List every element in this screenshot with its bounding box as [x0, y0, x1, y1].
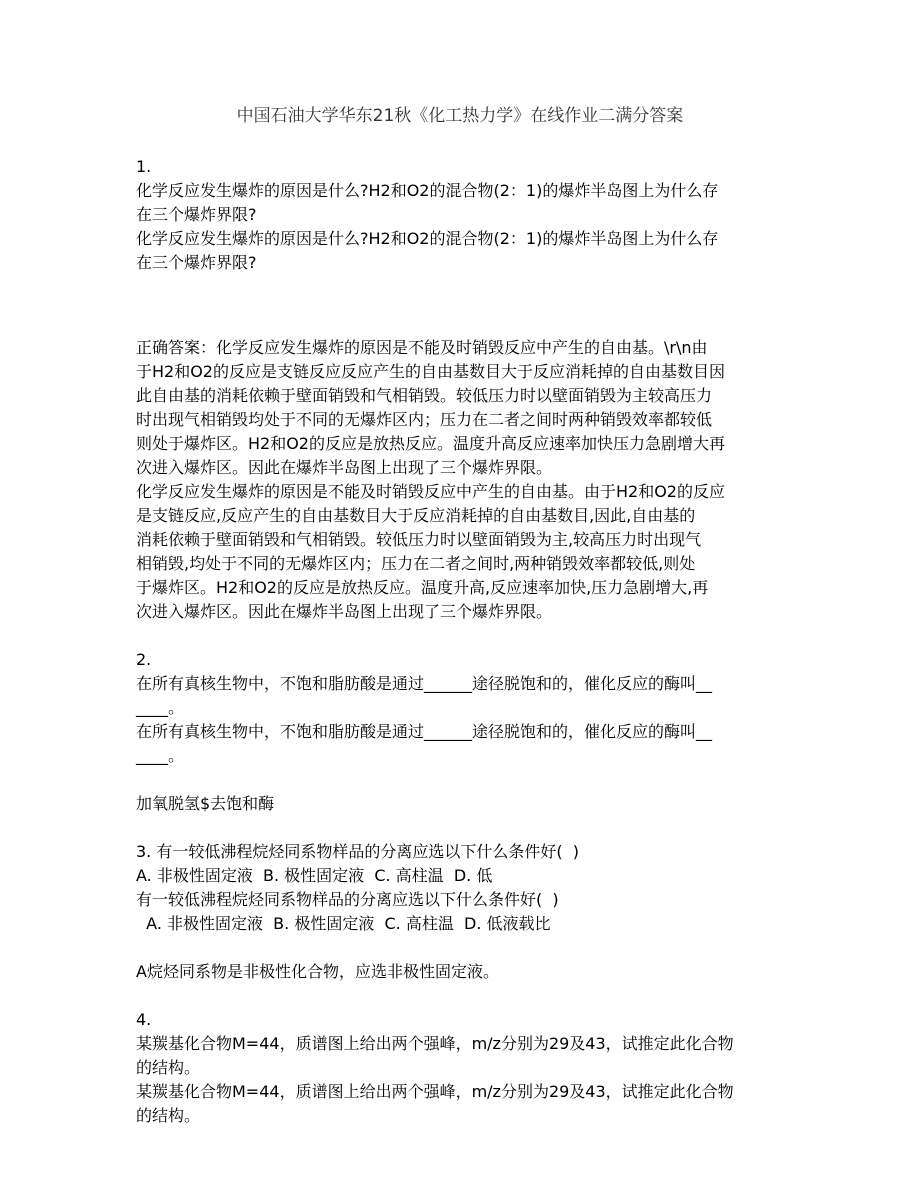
- question-prompt-line: 在三个爆炸界限?: [136, 205, 257, 224]
- answer-line: 化学反应发生爆炸的原因是不能及时销毁反应中产生的自由基。由于H2和O2的反应: [136, 482, 725, 501]
- answer-line: 是支链反应,反应产生的自由基数目大于反应消耗掉的自由基数目,因此,自由基的: [136, 506, 696, 525]
- question-prompt-line: A. 非极性固定液 B. 极性固定液 C. 高柱温 D. 低液载比: [136, 914, 551, 933]
- spacer: [136, 624, 786, 648]
- question-prompt-line: 的结构。: [136, 1106, 201, 1125]
- spacer: [136, 816, 786, 840]
- question-1: [136, 155, 786, 624]
- spacer: [136, 984, 786, 1008]
- answer-line: 次进入爆炸区。因此在爆炸半岛图上出现了三个爆炸界限。: [136, 602, 553, 621]
- answer-line: 相销毁,均处于不同的无爆炸区内；压力在二者之间时,两种销毁效率都较低,则处: [136, 554, 696, 573]
- answer-line: 此自由基的消耗依赖于壁面销毁和气相销毁。较低压力时以壁面销毁为主较高压力: [136, 386, 713, 405]
- question-3: [136, 840, 786, 984]
- question-4: [136, 1008, 786, 1128]
- question-prompt-line: 在所有真核生物中，不饱和脂肪酸是通过______途径脱饱和的，催化反应的酶叫__: [136, 722, 713, 741]
- spacer: [136, 936, 786, 960]
- question-prompt-line: 的结构。: [136, 1058, 201, 1077]
- question-prompt-line: 在三个爆炸界限?: [136, 253, 257, 272]
- question-prompt-line: 化学反应发生爆炸的原因是什么?H2和O2的混合物(2：1)的爆炸半岛图上为什么存: [136, 181, 719, 200]
- document-content: [136, 155, 786, 1128]
- question-prompt-line: 有一较低沸程烷烃同系物样品的分离应选以下什么条件好( ): [136, 890, 559, 909]
- question-prompt-line: 化学反应发生爆炸的原因是什么?H2和O2的混合物(2：1)的爆炸半岛图上为什么存: [136, 229, 719, 248]
- question-number: 1.: [136, 157, 152, 176]
- question-prompt-line: 3. 有一较低沸程烷烃同系物样品的分离应选以下什么条件好( ): [136, 842, 580, 861]
- question-prompt-line: ____。: [136, 698, 185, 717]
- answer-line: 次进入爆炸区。因此在爆炸半岛图上出现了三个爆炸界限。: [136, 458, 553, 477]
- document-title: 中国石油大学华东21秋《化工热力学》在线作业二满分答案: [236, 106, 684, 126]
- spacer: [136, 768, 786, 792]
- spacer: [136, 275, 786, 336]
- question-prompt-line: A. 非极性固定液 B. 极性固定液 C. 高柱温 D. 低: [136, 866, 493, 885]
- answer-line: 加氧脱氢$去饱和酶: [136, 794, 275, 813]
- question-prompt-line: 某羰基化合物M=44，质谱图上给出两个强峰，m/z分别为29及43，试推定此化合物: [136, 1034, 734, 1053]
- question-2: [136, 648, 786, 816]
- answer-line: 时出现气相销毁均处于不同的无爆炸区内；压力在二者之间时两种销毁效率都较低: [136, 410, 713, 429]
- answer-line: 消耗依赖于壁面销毁和气相销毁。较低压力时以壁面销毁为主,较高压力时出现气: [136, 530, 702, 549]
- question-prompt-line: 某羰基化合物M=44，质谱图上给出两个强峰，m/z分别为29及43，试推定此化合物: [136, 1082, 734, 1101]
- answer-line: 于H2和O2的反应是支链反应反应产生的自由基数目大于反应消耗掉的自由基数目因: [136, 362, 725, 381]
- question-number: 4.: [136, 1010, 152, 1029]
- question-prompt-line: 在所有真核生物中，不饱和脂肪酸是通过______途径脱饱和的，催化反应的酶叫__: [136, 674, 713, 693]
- question-number: 2.: [136, 650, 152, 669]
- question-prompt-line: ____。: [136, 746, 185, 765]
- answer-line: 于爆炸区。H2和O2的反应是放热反应。温度升高,反应速率加快,压力急剧增大,再: [136, 578, 709, 597]
- answer-line: 正确答案：化学反应发生爆炸的原因是不能及时销毁反应中产生的自由基。\r\n由: [136, 338, 708, 357]
- answer-line: A烷烃同系物是非极性化合物，应选非极性固定液。: [136, 962, 499, 981]
- answer-line: 则处于爆炸区。H2和O2的反应是放热反应。温度升高反应速率加快压力急剧增大再: [136, 434, 725, 453]
- answer-block: [136, 336, 786, 624]
